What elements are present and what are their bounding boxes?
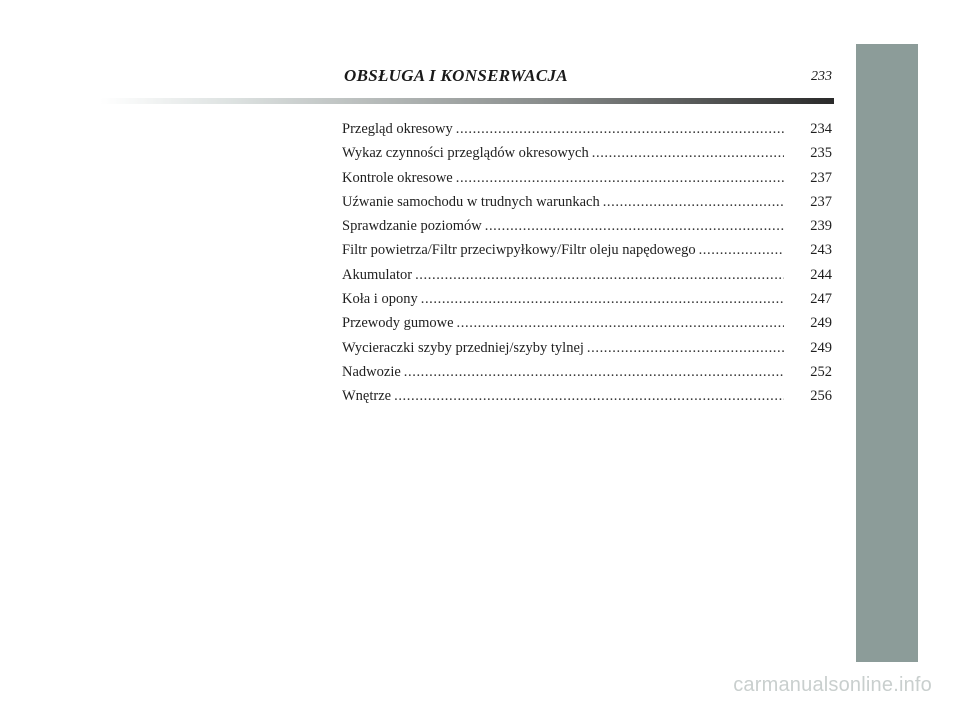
toc-entry-page: 249 — [810, 339, 832, 356]
toc-entry-title: Wykaz czynności przeglądów okresowych — [342, 145, 589, 162]
toc-entry-page: 243 — [810, 242, 832, 259]
chapter-side-tab — [856, 44, 918, 662]
toc-leader-dots — [456, 121, 784, 138]
toc-entry[interactable] — [342, 340, 832, 364]
toc-leader-dots — [456, 170, 784, 187]
toc-entry[interactable] — [342, 145, 832, 169]
toc-entry-page: 249 — [810, 315, 832, 332]
page-number: 233 — [811, 69, 832, 84]
toc-entry[interactable] — [342, 242, 832, 266]
toc-leader-dots — [592, 145, 784, 162]
toc-leader-dots — [421, 291, 784, 308]
toc-entry-title: Akumulator — [342, 266, 413, 283]
toc-leader-dots — [415, 267, 784, 284]
toc-entry[interactable] — [342, 170, 832, 194]
toc-entry[interactable] — [342, 364, 832, 388]
toc-entry-title: Przegląd okresowy — [342, 121, 453, 137]
toc-entry[interactable] — [342, 218, 832, 242]
toc-leader-dots — [404, 364, 784, 381]
toc-entry-title: Kontrole okresowe — [342, 169, 453, 186]
toc-leader-dots — [485, 218, 784, 235]
toc-leader-dots — [457, 315, 784, 332]
toc-entry-page: 256 — [810, 388, 832, 405]
toc-entry[interactable] — [342, 388, 832, 412]
toc-entry[interactable] — [342, 121, 832, 145]
toc-entry-title: Uźwanie samochodu w trudnych warunkach — [342, 193, 600, 210]
toc-entry-page: 239 — [810, 218, 832, 235]
toc-entry-title: Koła i opony — [342, 291, 418, 308]
toc-leader-dots — [394, 388, 784, 405]
toc-entry-page: 235 — [810, 145, 832, 162]
toc-entry[interactable] — [342, 315, 832, 339]
toc-entry-page: 247 — [810, 291, 832, 308]
chapter-title: OBSŁUGA I KONSERWACJA — [344, 66, 568, 85]
toc-entry-title: Filtr powietrza/Filtr przeciwpyłkowy/Filtr oleju napędowego — [342, 242, 696, 259]
toc-entry-title: Wycieraczki szyby przedniej/szyby tylnej — [342, 339, 584, 356]
toc-entry[interactable] — [342, 194, 832, 218]
toc-leader-dots — [587, 340, 784, 357]
toc-entry-title: Nadwozie — [342, 363, 401, 380]
table-of-contents — [342, 121, 832, 413]
toc-entry-page: 244 — [810, 266, 832, 283]
toc-entry[interactable] — [342, 291, 832, 315]
toc-entry-page: 252 — [810, 363, 832, 380]
toc-leader-dots — [699, 242, 784, 259]
toc-leader-dots — [603, 194, 784, 211]
toc-entry-title: Przewody gumowe — [342, 315, 454, 332]
toc-entry[interactable] — [342, 267, 832, 291]
header-divider — [100, 98, 834, 104]
toc-entry-title: Wnętrze — [342, 388, 392, 405]
watermark-text: carmanualsonline.info — [733, 674, 932, 696]
toc-entry-title: Sprawdzanie poziomów — [342, 218, 482, 235]
toc-entry-page: 237 — [810, 193, 832, 210]
toc-entry-page: 237 — [810, 169, 832, 186]
toc-entry-page: 234 — [810, 121, 832, 137]
